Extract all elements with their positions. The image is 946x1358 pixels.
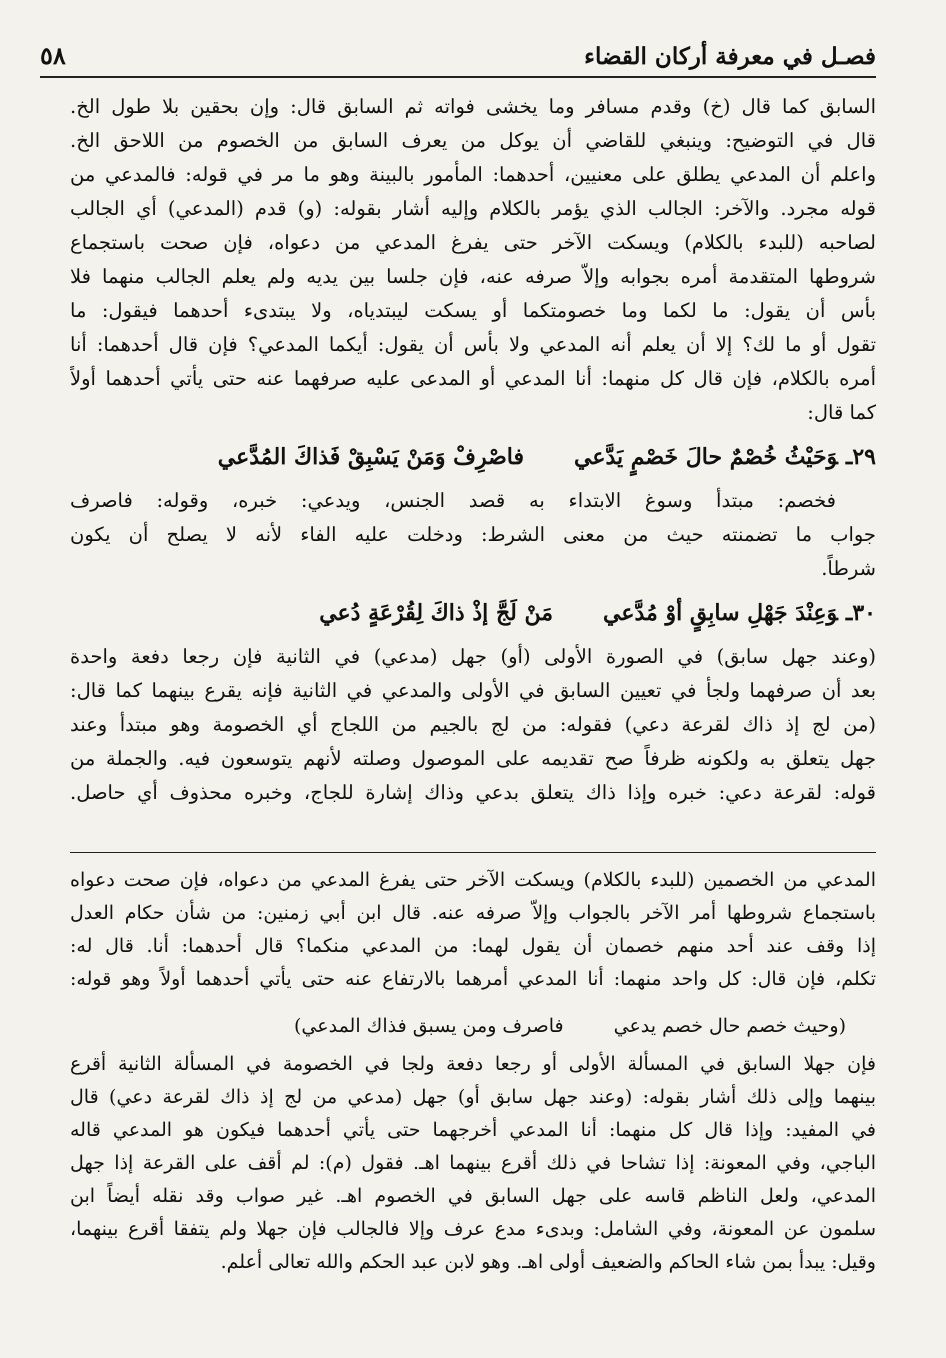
text-line: قال في التوضيح: وينبغي للقاضي أن يوكل من يعرف السابق من الخصوم من اللاحق الخ. bbox=[70, 129, 876, 152]
text-line: أمره بالكلام، فإن قال كل منهما: أنا المدعي أو المدعى عليه صرفهما عنه حتى يأتي أحدهما أولاً bbox=[70, 367, 876, 390]
verse-second-hemistich: فاصرف ومن يسبق فذاك المدعي) bbox=[294, 1015, 564, 1037]
footnote-line: المدعي، ولعل الناظم قاسه على جهل السابق في الخصوم اهـ. غير صواب وقد نقله أيضاً ابن bbox=[70, 1185, 876, 1207]
text-line: (وعند جهل سابق) في الصورة الأولى (أو) جهل (مدعي) في الثانية فإن رجعا دفعة واحدة bbox=[70, 645, 876, 668]
footnote-line: تكلم، فإن قال: كل واحد منهما: أنا المدعي أمرهما بالارتفاع عنه حتى يأتي أحدهما أولاً وهو قوله: bbox=[70, 968, 876, 990]
text-line: جواب ما تضمنته حيث من معنى الشرط: ودخلت عليه الفاء لأنه لا يصلح أن يكون bbox=[70, 523, 876, 546]
footnote-line: باستجماع شروطها أمر الآخر بالجواب وإلاّ صرفه عنه. قال ابن أبي زمنين: من شأن حكام العدل bbox=[70, 902, 876, 924]
verse-first-hemistich: ٣٠ـوَعِنْدَ جَهْلِ سابِقٍ أوْ مُدَّعي bbox=[603, 600, 876, 626]
text-line: بعد أن صرفهما ولجأ في تعيين السابق في الأولى والمدعي في الثانية فإنه يقرع بينهما كما قال: bbox=[70, 679, 876, 702]
verse-number: ٢٩ـ bbox=[845, 444, 876, 470]
verse-30 bbox=[70, 590, 876, 636]
verse-number: ٣٠ـ bbox=[845, 600, 876, 626]
text-line: تقول أو ما لك؟ إلا أن يعلم أنه المدعي ولا بأس أن يقول: أيكما المدعي؟ فإن قال أحدهما: أنا bbox=[70, 333, 876, 356]
text-line: قوله مجرد. والآخر: الجالب الذي يؤمر بالكلام وإليه أشار بقوله: (و) قدم (المدعي) أي الجالب bbox=[70, 197, 876, 220]
footnote-separator bbox=[70, 852, 876, 853]
verse-first-hemistich: ٢٩ـوَحَيْثُ خُصْمٌ حالَ خَصْمٍ يَدَّعي bbox=[574, 444, 876, 470]
text-line: بأس أن يقول: ما لكما وما خصومتكما أو يسكت ليبتدياه، ولا يبتدىء أحدهما فيقول: ما bbox=[70, 299, 876, 322]
text-line: شرطاً. bbox=[821, 557, 876, 580]
text-line: السابق كما قال (خ) وقدم مسافر وما يخشى فواته ثم السابق قال: وإن بحقين بلا طول الخ. bbox=[70, 95, 876, 118]
footnote-line: وقيل: يبدأ بمن شاء الحاكم والضعيف أولى اهـ. وهو لابن عبد الحكم والله تعالى أعلم. bbox=[220, 1251, 876, 1273]
text-line: شروطها المتقدمة أمره بجوابه وإلاّ صرفه عنه، فإن جلسا بين يديه ولم يعلم الجالب منهما فلا bbox=[70, 265, 876, 288]
text-line: لصاحبه (للبدء بالكلام) ويسكت الآخر حتى يفرغ المدعي من دعواه، فإن صحت باستجماع bbox=[70, 231, 876, 254]
footnote-line: المدعي من الخصمين (للبدء بالكلام) ويسكت الآخر حتى يفرغ المدعي من دعواه، فإن صحت دعواه bbox=[70, 869, 876, 891]
footnote-text bbox=[70, 864, 876, 1279]
text-line: واعلم أن المدعي يطلق على معنيين، أحدهما: المأمور بالبينة وهو ما مر في قوله: فالمدعي من bbox=[70, 163, 876, 186]
text-line: قوله: لقرعة دعي: خبره وإذا ذاك يتعلق بدعي وذاك إشارة للجاج، وخبره محذوف أي حاصل. bbox=[70, 781, 876, 804]
verse-second-hemistich: مَنْ لَجَّ إذْ ذاكَ لِقُرْعَةٍ دُعي bbox=[319, 600, 554, 626]
running-title: فصـل في معرفة أركان القضاء bbox=[584, 43, 876, 70]
text-line: جهل يتعلق به ولكونه ظرفاً صح تقديمه على الموصول وصلته لأنهم يتوسعون فيه. والجملة من bbox=[70, 747, 876, 770]
footnote-verse bbox=[70, 1006, 876, 1046]
main-text bbox=[70, 90, 876, 810]
page-header bbox=[40, 30, 876, 78]
verse-29 bbox=[70, 434, 876, 480]
footnote-line: سلمون عن المعونة، وفي الشامل: وبدىء مدع عرف وإلا فالجالب فإن جهلا ولم يتفقا أقرع بينهما، bbox=[70, 1218, 876, 1240]
text-line: (من لج إذ ذاك لقرعة دعي) فقوله: من لج بالجيم من اللجاج أي الخصومة وهو مبتدأ وعند bbox=[70, 713, 876, 736]
text-line: كما قال: bbox=[807, 401, 876, 424]
text-line: فخصم: مبتدأ وسوغ الابتداء به قصد الجنس، ويدعي: خبره، وقوله: فاصرف bbox=[70, 489, 836, 512]
footnote-line: الباجي، وفي المعونة: إذا تشاحا في ذلك أقرع بينهما اهـ. فقول (م): لم أقف على القرعة إذا جهل bbox=[70, 1152, 876, 1174]
verse-first-hemistich: (وحيث خصم حال خصم يدعي bbox=[613, 1015, 846, 1037]
verse-second-hemistich: فاصْرِفْ وَمَنْ يَسْبِقْ فَذاكَ المُدَّعي bbox=[217, 444, 524, 470]
footnote-line: بينهما وإلى ذلك أشار بقوله: (وعند جهل سابق أو) جهل (مدعي من لج إذ ذاك لقرعة دعي) قال bbox=[70, 1086, 876, 1108]
page-number: ٥٨ bbox=[40, 41, 66, 70]
footnote-line: إذا وقف عند أحد منهم خصمان أن يقول لهما: من المدعي منكما؟ قال أحدهما: أنا. قال له: bbox=[70, 935, 876, 957]
footnote-line: فإن جهلا السابق في المسألة الأولى أو رجعا دفعة ولجا في الخصومة في المسألة الثانية أقرع bbox=[70, 1053, 876, 1075]
footnote-line: في المفيد: وإذا قال كل منهما: أنا المدعي أخرجهما حتى يأتي أحدهما فيكون هو المدعي قاله bbox=[70, 1119, 876, 1141]
